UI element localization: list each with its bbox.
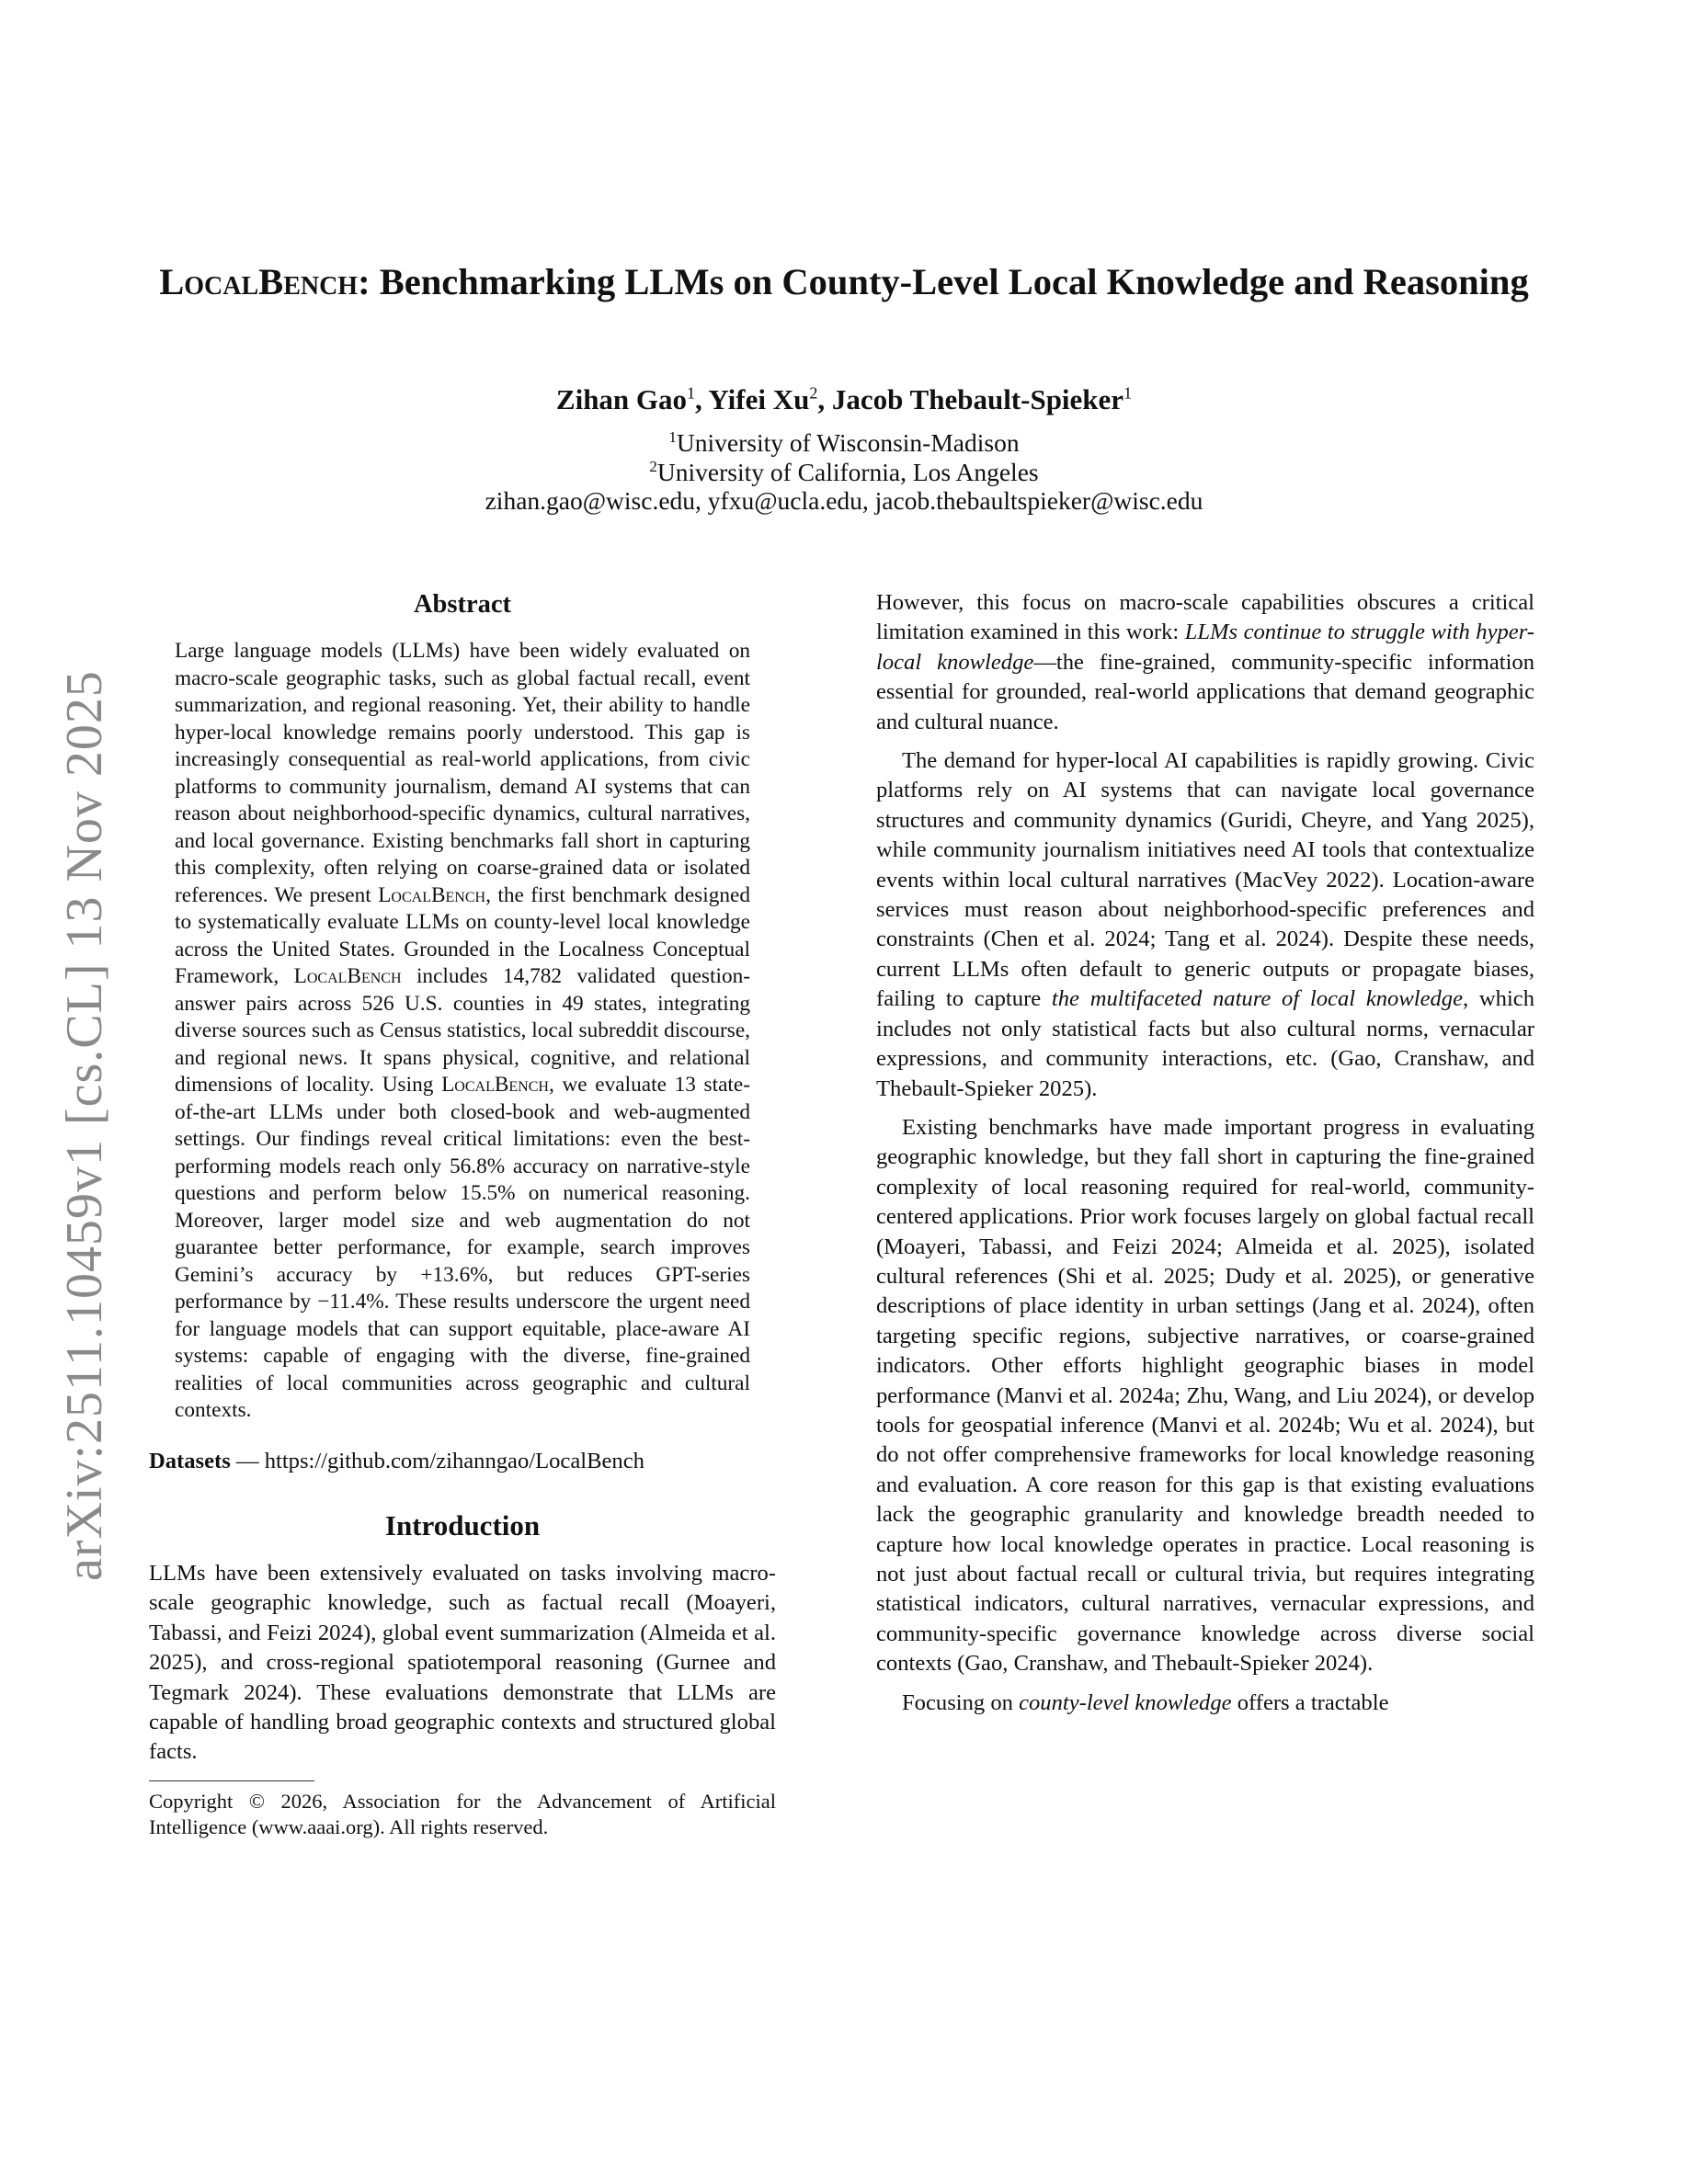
abstract-body: Large language models (LLMs) have been widely evaluated on macro-scale geographic tasks, such as global factual recall, event summarization, and regional reasoning. Yet, their ability to handle hyper-local knowledge remains poorly understood. This gap is increasingly consequential as real-world applications, from civic platforms to community journalism, demand AI systems that can reason about neighborhood-specific dynamics, cultural narratives, and local governance. Existing benchmarks fall short in capturing this complexity, often relying on coarse-grained data or isolated references. We present LocalBench, the first benchmark designed to systematically evaluate LLMs on county-level local knowledge across the United States. Grounded in the Localness Conceptual Framework, LocalBench includes 14,782 validated question-answer pairs across 526 U.S. counties in 49 states, integrating diverse sources such as Census statistics, local subreddit discourse, and regional news. It spans physical, cognitive, and relational dimensions of locality. Using LocalBench, we evaluate 13 state-of-the-art LLMs under both closed-book and web-augmented settings. Our findings reveal critical limitations: even the best-performing models reach only 56.8% accuracy on narrative-style questions and perform below 15.5% on numerical reasoning. Moreover, larger model size and web augmentation do not guarantee better performance, for example, search improves Gemini’s accuracy by +13.6%, but reduces GPT-series performance by −11.4%. These results underscore the urgent need for language models that can support equitable, place-aware AI systems: capable of engaging with the diverse, fine-grained realities of local communities across geographic and cultural contexts. <box>175 639 750 1422</box>
title-benchmark-name: LocalBench <box>159 261 359 302</box>
footnote-divider <box>149 1780 314 1781</box>
affiliation-marker: 1 <box>687 383 696 403</box>
datasets-label: Datasets <box>149 1448 231 1473</box>
affiliation-1 <box>147 428 1541 458</box>
right-column <box>876 588 1534 1718</box>
left-column <box>149 588 776 1840</box>
emphasis: the multifaceted nature of local knowledge <box>1051 986 1463 1012</box>
title-rest: : Benchmarking LLMs on County-Level Local Knowledge and Reasoning <box>358 261 1529 302</box>
body-paragraph: Existing benchmarks have made important progress in evaluating geographic knowledge, but they fall short in capturing the fine-grained complexity of local reasoning required for real-world, community-centered applications. Prior work focuses largely on global factual recall (Moayeri, Tabassi, and Feizi 2024; Almeida et al. 2025), isolated cultural references (Shi et al. 2025; Dudy et al. 2025), or generative descriptions of place identity in urban settings (Jang et al. 2024), often targeting specific regions, subjective narratives, or coarse-grained indicators. Other efforts highlight geographic biases in model performance (Manvi et al. 2024a; Zhu, Wang, and Liu 2024), or develop tools for geospatial inference (Manvi et al. 2024b; Wu et al. 2024), but do not offer comprehensive frameworks for local knowledge reasoning and evaluation. A core reason for this gap is that existing evaluations lack the geographic granularity and knowledge breadth needed to capture how local knowledge operates in practice. Local reasoning is not just about factual recall or cultural trivia, but requires integrating statistical indicators, cultural narratives, vernacular expressions, and community-specific governance knowledge across diverse social contexts (Gao, Cranshaw, and Thebault-Spieker 2024). <box>876 1114 1534 1677</box>
author-emails: zihan.gao@wisc.edu, yfxu@ucla.edu, jacob.thebaultspieker@wisc.edu <box>485 486 1203 515</box>
affiliation-2 <box>147 458 1541 487</box>
affiliation-number: 2 <box>649 458 657 475</box>
body-paragraph: The demand for hyper-local AI capabilities is rapidly growing. Civic platforms rely on AI systems that can navigate local governance structures and community dynamics (Guridi, Cheyre, and Yang 2025), while community journalism initiatives need AI tools that contextualize events within local cultural narratives (MacVey 2022). Location-aware services must reason about neighborhood-specific preferences and constraints (Chen et al. 2024; Tang et al. 2024). Despite these needs, current LLMs often default to generic outputs or propagate biases, failing to capture the multifaceted nature of local knowledge, which includes not only statistical facts but also cultural norms, vernacular expressions, and community interactions, etc. (Gao, Cranshaw, and Thebault-Spieker 2025). <box>876 748 1534 1101</box>
emphasis: county-level knowledge <box>1019 1689 1232 1715</box>
datasets-link[interactable]: https://github.com/zihanngao/LocalBench <box>264 1448 644 1473</box>
author-name: Zihan Gao <box>555 383 688 415</box>
author-list: Zihan Gao$^1$, Yifei Xu$^2$, Jacob Thebault-Spieker$^1$ <box>555 383 1133 415</box>
datasets-line: Datasets — https://github.com/zihanngao/LocalBench <box>149 1448 644 1473</box>
benchmark-name: LocalBench <box>293 964 402 988</box>
abstract-heading: Abstract <box>413 590 512 619</box>
body-paragraph: However, this focus on macro-scale capabilities obscures a critical limitation examined in this work: LLMs continue to struggle with hyper-local knowledge—the fine-grained, community-specific information essential for grounded, real-world applications that demand geographic and cultural nuance. <box>876 590 1534 734</box>
introduction-paragraph: LLMs have been extensively evaluated on tasks involving macro-scale geographic knowledge, such as factual recall (Moayeri, Tabassi, and Feizi 2024), global event summarization (Almeida et al. 2025), and cross-regional spatiotemporal reasoning (Gurnee and Tegmark 2024). These evaluations demonstrate that LLMs are capable of handling broad geographic contexts and structured global facts. <box>149 1560 776 1765</box>
affiliation-name: University of California, Los Angeles <box>656 458 1039 487</box>
introduction-heading: Introduction <box>384 1508 541 1541</box>
affiliation-number: 1 <box>668 428 677 446</box>
benchmark-name: LocalBench <box>378 882 486 907</box>
author-name: Yifei Xu <box>708 383 810 415</box>
benchmark-name: LocalBench <box>441 1073 549 1097</box>
paper-title <box>147 261 1541 303</box>
affiliation-marker: 1 <box>1123 383 1133 403</box>
body-paragraph: Focusing on county-level knowledge offers a tractable <box>902 1689 1389 1715</box>
arxiv-identifier-stamp: arXiv:2511.10459v1 [cs.CL] 13 Nov 2025 <box>56 670 113 1581</box>
affiliation-marker: 2 <box>809 383 818 403</box>
affiliation-name: University of Wisconsin-Madison <box>676 428 1020 458</box>
author-name: Jacob Thebault-Spieker <box>831 383 1124 415</box>
emphasis: LLMs continue to struggle with hyper-local knowledge <box>876 620 1534 675</box>
copyright-footnote: Copyright © 2026, Association for the Advancement of Artificial Intelligence (www.aaai.org). All rights reserved. <box>149 1789 776 1838</box>
